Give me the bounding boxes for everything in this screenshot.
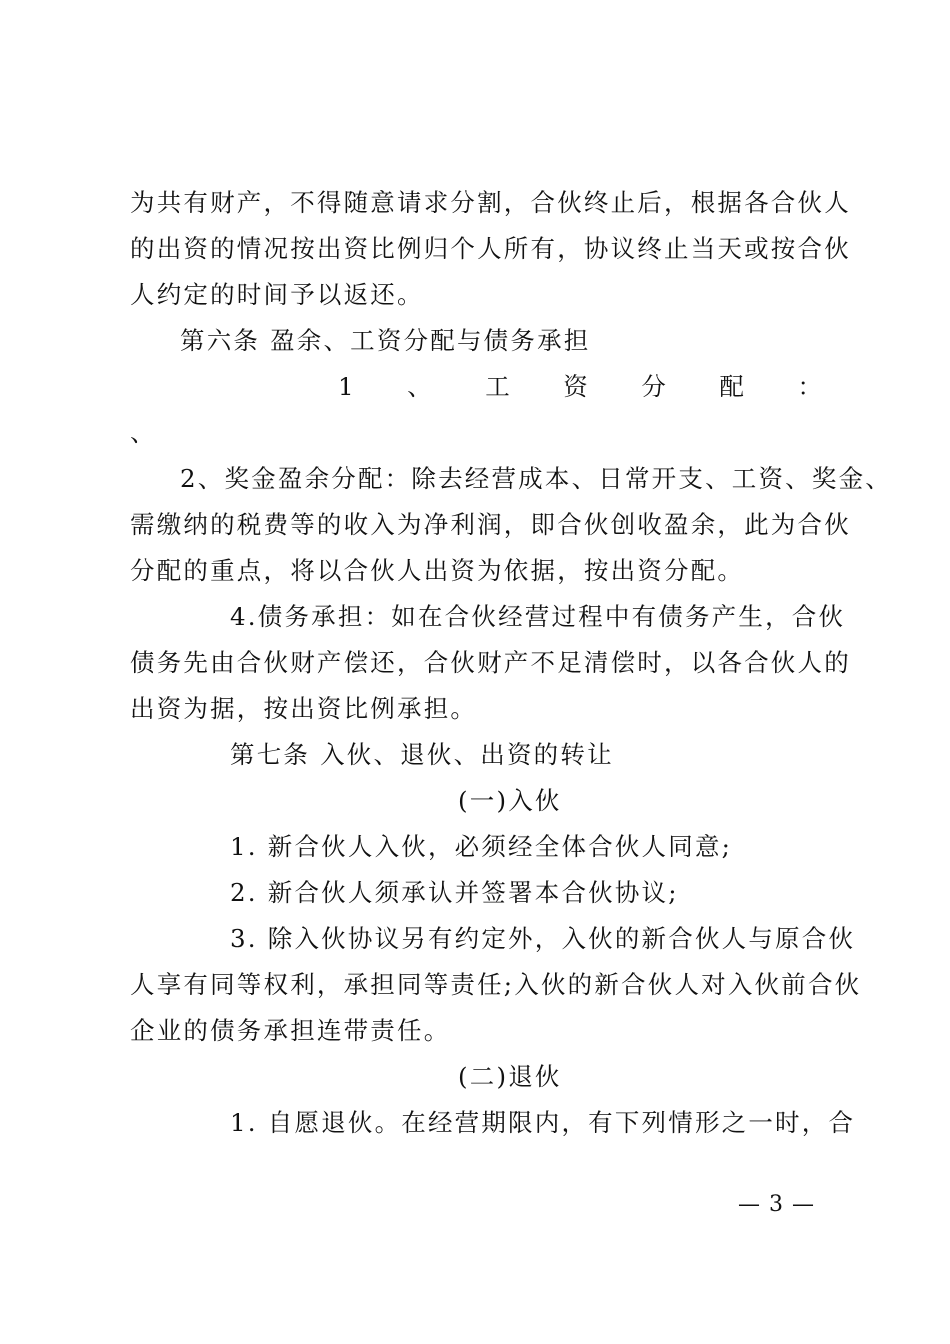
section-heading-withdrawal: (二)退伙 (458, 1062, 562, 1091)
paragraph-line: 人约定的时间予以返还。 (130, 280, 424, 309)
paragraph-line: 分配的重点，将以合伙人出资为依据，按出资分配。 (130, 556, 745, 585)
salary-colon: ： (797, 372, 822, 401)
page-number: — 3 — (738, 1192, 815, 1217)
stray-mark: 、 (130, 418, 157, 447)
salary-item-separator: 、 (407, 372, 432, 401)
salary-item-number: 1 (338, 372, 354, 401)
list-item: 1. 自愿退伙。在经营期限内，有下列情形之一时，合 (230, 1108, 856, 1137)
salary-char: 配 (719, 372, 744, 401)
paragraph-line: 债务先由合伙财产偿还，合伙财产不足清偿时，以各合伙人的 (130, 648, 851, 677)
salary-char: 工 (485, 372, 510, 401)
paragraph-line: 出资为据，按出资比例承担。 (130, 694, 478, 723)
list-item: 3. 除入伙协议另有约定外，入伙的新合伙人与原合伙 (230, 924, 856, 953)
paragraph-line: 为共有财产，不得随意请求分割，合伙终止后，根据各合伙人 (130, 188, 851, 217)
paragraph-line: 4.债务承担：如在合伙经营过程中有债务产生，合伙 (230, 602, 846, 631)
list-item: 2. 新合伙人须承认并签署本合伙协议; (230, 878, 679, 907)
section-heading-joining: (一)入伙 (458, 786, 562, 815)
paragraph-line: 企业的债务承担连带责任。 (130, 1016, 451, 1045)
paragraph-line: 2、奖金盈余分配：除去经营成本、日常开支、工资、奖金、 (180, 464, 892, 493)
salary-distribution-line (338, 372, 822, 402)
paragraph-line: 需缴纳的税费等的收入为净利润，即合伙创收盈余，此为合伙 (130, 510, 851, 539)
article-7-heading: 第七条 入伙、退伙、出资的转让 (230, 740, 614, 769)
paragraph-line: 人享有同等权利，承担同等责任;入伙的新合伙人对入伙前合伙 (130, 970, 862, 999)
salary-char: 资 (563, 372, 588, 401)
paragraph-line: 的出资的情况按出资比例归个人所有，协议终止当天或按合伙 (130, 234, 851, 263)
salary-char: 分 (641, 372, 666, 401)
article-6-heading: 第六条 盈余、工资分配与债务承担 (180, 326, 591, 355)
list-item: 1. 新合伙人入伙，必须经全体合伙人同意; (230, 832, 733, 861)
